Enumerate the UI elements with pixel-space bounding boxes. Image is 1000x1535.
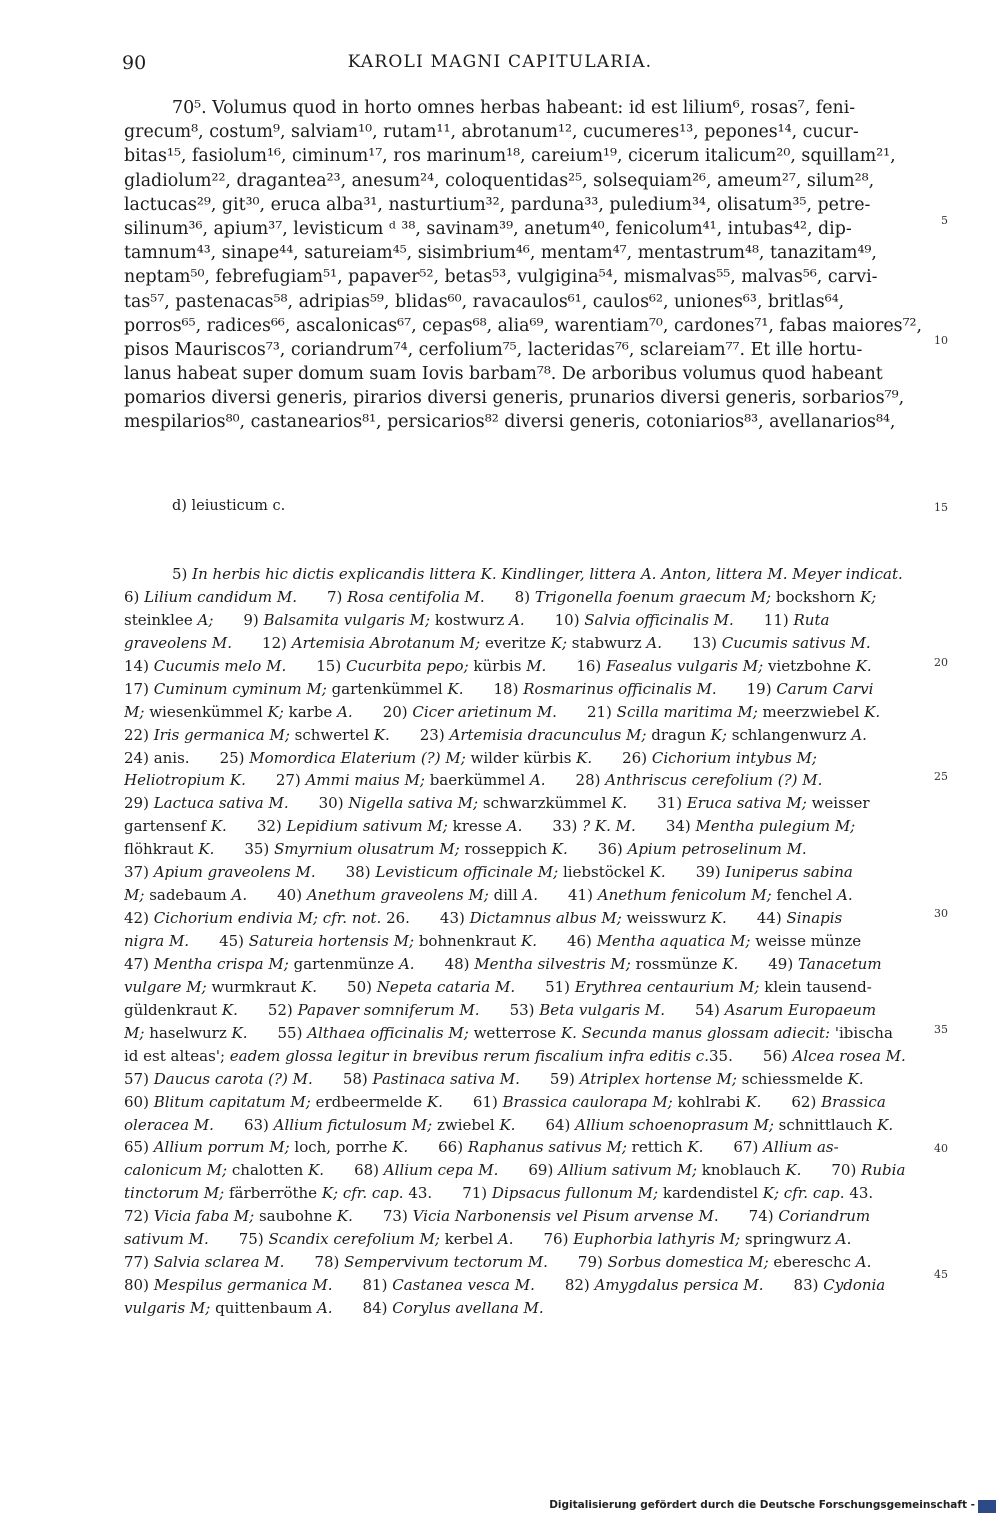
- footnote-line: id est alteas'; eadem glossa legitur in brevibus rerum fiscalium infra editis c.35. 56) Alcea rosea M.: [124, 1046, 906, 1065]
- main-text-line: tamnum⁴³, sinape⁴⁴, satureiam⁴⁵, sisimbrium⁴⁶, mentam⁴⁷, mentastrum⁴⁸, tanazitam⁴⁹,: [124, 243, 877, 264]
- variant-note: d) leiusticum c.: [172, 498, 286, 514]
- margin-line-number: 45: [934, 1268, 948, 1281]
- footnote-line: 17) Cuminum cyminum M; gartenkümmel K. 18) Rosmarinus officinalis M. 19) Carum Carvi: [124, 679, 874, 698]
- footnote-line: 57) Daucus carota (?) M. 58) Pastinaca sativa M. 59) Atriplex hortense M; schiessmelde K.: [124, 1069, 864, 1088]
- footnote-line: Heliotropium K. 27) Ammi maius M; baerkümmel A. 28) Anthriscus cerefolium (?) M.: [124, 771, 823, 790]
- margin-line-number: 35: [934, 1023, 948, 1036]
- footnote-line: nigra M. 45) Satureia hortensis M; bohnenkraut K. 46) Mentha aquatica M; weisse münze: [124, 932, 862, 950]
- footnote-line: oleracea M. 63) Allium fictulosum M; zwiebel K. 64) Allium schoenoprasum M; schnittlauch K.: [124, 1115, 894, 1134]
- footnotes: [124, 563, 928, 1320]
- variant-line-number: 15: [934, 501, 948, 514]
- main-text-line: gladiolum²², dragantea²³, anesum²⁴, coloquentidas²⁵, solsequiam²⁶, ameum²⁷, silum²⁸,: [124, 170, 875, 191]
- main-text-line: grecum⁸, costum⁹, salviam¹⁰, rutam¹¹, abrotanum¹², cucumeres¹³, pepones¹⁴, cucur-: [124, 122, 859, 143]
- main-text-line: porros⁶⁵, radices⁶⁶, ascalonicas⁶⁷, cepas⁶⁸, alia⁶⁹, warentiam⁷⁰, cardones⁷¹, fabas maiores⁷²,: [124, 315, 923, 336]
- footnote-line: flöhkraut K. 35) Smyrnium olusatrum M; rosseppich K. 36) Apium petroselinum M.: [124, 840, 807, 859]
- main-text-line: silinum³⁶, apium³⁷, levisticum ᵈ ³⁸, savinam³⁹, anetum⁴⁰, fenicolum⁴¹, intubas⁴², dip-: [124, 218, 852, 239]
- main-text-line: lactucas²⁹, git³⁰, eruca alba³¹, nasturtium³², parduna³³, puledium³⁴, olisatum³⁵, petre-: [124, 194, 871, 215]
- footnote-line: güldenkraut K. 52) Papaver somniferum M. 53) Beta vulgaris M. 54) Asarum Europaeum: [124, 1000, 877, 1019]
- main-text-line: tas⁵⁷, pastenacas⁵⁸, adripias⁵⁹, blidas⁶⁰, ravacaulos⁶¹, caulos⁶², uniones⁶³, britlas⁶⁴,: [124, 291, 845, 312]
- footnote-line: 6) Lilium candidum M. 7) Rosa centifolia M. 8) Trigonella foenum graecum M; bockshorn K;: [124, 587, 877, 606]
- footnote-line: M; sadebaum A. 40) Anethum graveolens M; dill A. 41) Anethum fenicolum M; fenchel A.: [124, 886, 853, 905]
- margin-line-number: 20: [934, 656, 948, 669]
- margin-line-number: 25: [934, 770, 948, 783]
- main-text-line: pomarios diversi generis, pirarios diversi generis, prunarios diversi generis, sorbarios⁷⁹,: [124, 388, 905, 409]
- main-text-line: 70⁵. Volumus quod in horto omnes herbas habeant: id est lilium⁶, rosas⁷, feni-: [172, 98, 856, 118]
- footnote-line: gartensenf K. 32) Lepidium sativum M; kresse A. 33) ? K. M. 34) Mentha pulegium M;: [124, 817, 856, 836]
- margin-line-number-10: 10: [934, 334, 948, 347]
- footnote-line: 65) Allium porrum M; loch, porrhe K. 66) Raphanus sativus M; rettich K. 67) Allium as-: [124, 1138, 839, 1157]
- dfg-logo-icon: [978, 1500, 996, 1513]
- margin-line-number: 30: [934, 907, 948, 920]
- footnote-line: vulgare M; wurmkraut K. 50) Nepeta cataria M. 51) Erythrea centaurium M; klein tausend-: [124, 977, 872, 996]
- main-text-line: neptam⁵⁰, febrefugiam⁵¹, papaver⁵², betas⁵³, vulgigina⁵⁴, mismalvas⁵⁵, malvas⁵⁶, carvi-: [124, 267, 878, 288]
- footnote-line: 77) Salvia sclarea M. 78) Sempervivum tectorum M. 79) Sorbus domestica M; ebereschc A.: [124, 1253, 872, 1272]
- footnote-line: M; haselwurz K. 55) Althaea officinalis M; wetterrose K. Secunda manus glossam adiecit: 'ibischa: [124, 1023, 893, 1042]
- main-text-line: mespilarios⁸⁰, castanearios⁸¹, persicarios⁸² diversi generis, cotoniarios⁸³, avellanarios⁸⁴,: [124, 412, 896, 433]
- footnote-line: 80) Mespilus germanica M. 81) Castanea vesca M. 82) Amygdalus persica M. 83) Cydonia: [124, 1276, 886, 1295]
- footnote-line: calonicum M; chalotten K. 68) Allium cepa M. 69) Allium sativum M; knoblauch K. 70) Rubia: [124, 1161, 906, 1180]
- footnote-line: 37) Apium graveolens M. 38) Levisticum officinale M; liebstöckel K. 39) Iuniperus sabina: [124, 863, 853, 882]
- footnote-line: tinctorum M; färberröthe K; cfr. cap. 43. 71) Dipsacus fullonum M; kardendistel K; cfr. cap. 43.: [124, 1184, 874, 1203]
- main-text-line: bitas¹⁵, fasiolum¹⁶, ciminum¹⁷, ros marinum¹⁸, careium¹⁹, cicerum italicum²⁰, squillam²¹,: [124, 146, 896, 167]
- main-text-line: lanus habeat super domum suam Iovis barbam⁷⁸. De arboribus volumus quod habeant: [124, 364, 883, 385]
- footnote-line: 14) Cucumis melo M. 15) Cucurbita pepo; kürbis M. 16) Fasealus vulgaris M; vietzbohne K.: [124, 656, 872, 675]
- footnote-line: 29) Lactuca sativa M. 30) Nigella sativa M; schwarzkümmel K. 31) Eruca sativa M; weisser: [124, 794, 870, 813]
- footnote-line: M; wiesenkümmel K; karbe A. 20) Cicer arietinum M. 21) Scilla maritima M; meerzwiebel K.: [124, 702, 881, 721]
- margin-line-number: 40: [934, 1142, 948, 1155]
- footnote-line: sativum M. 75) Scandix cerefolium M; kerbel A. 76) Euphorbia lathyris M; springwurz A.: [124, 1230, 852, 1249]
- footnote-line: graveolens M. 12) Artemisia Abrotanum M; everitze K; stabwurz A. 13) Cucumis sativus M.: [124, 633, 871, 652]
- footnote-line: 24) anis. 25) Momordica Elaterium (?) M; wilder kürbis K. 26) Cichorium intybus M;: [124, 748, 817, 767]
- margin-line-number-5: 5: [941, 214, 948, 227]
- main-text: [124, 96, 926, 435]
- running-head: KAROLI MAGNI CAPITULARIA.: [347, 52, 653, 72]
- footnote-line: 42) Cichorium endivia M; cfr. not. 26. 43) Dictamnus albus M; weisswurz K. 44) Sinapis: [124, 909, 843, 928]
- footnote-line: 72) Vicia faba M; saubohne K. 73) Vicia Narbonensis vel Pisum arvense M. 74) Coriandrum: [124, 1207, 871, 1226]
- footnote-line: steinklee A; 9) Balsamita vulgaris M; kostwurz A. 10) Salvia officinalis M. 11) Ruta: [124, 610, 830, 629]
- footnote-line: vulgaris M; quittenbaum A. 84) Corylus avellana M.: [124, 1299, 544, 1317]
- digitization-note: Digitalisierung gefördert durch die Deutsche Forschungsgemeinschaft -: [549, 1499, 975, 1511]
- page-number: 90: [122, 52, 147, 74]
- main-text-line: pisos Mauriscos⁷³, coriandrum⁷⁴, cerfolium⁷⁵, lacteridas⁷⁶, sclareiam⁷⁷. Et ille hortu-: [124, 339, 863, 360]
- footnote-line: 22) Iris germanica M; schwertel K. 23) Artemisia dracunculus M; dragun K; schlangenwurz A.: [124, 725, 867, 744]
- footnote-line: 60) Blitum capitatum M; erdbeermelde K. 61) Brassica caulorapa M; kohlrabi K. 62) Brassica: [124, 1092, 886, 1111]
- footnote-line: 5) In herbis hic dictis explicandis littera K. Kindlinger, littera A. Anton, littera M. Meyer indicat.: [172, 565, 903, 583]
- footnote-line: 47) Mentha crispa M; gartenmünze A. 48) Mentha silvestris M; rossmünze K. 49) Tanacetum: [124, 954, 882, 973]
